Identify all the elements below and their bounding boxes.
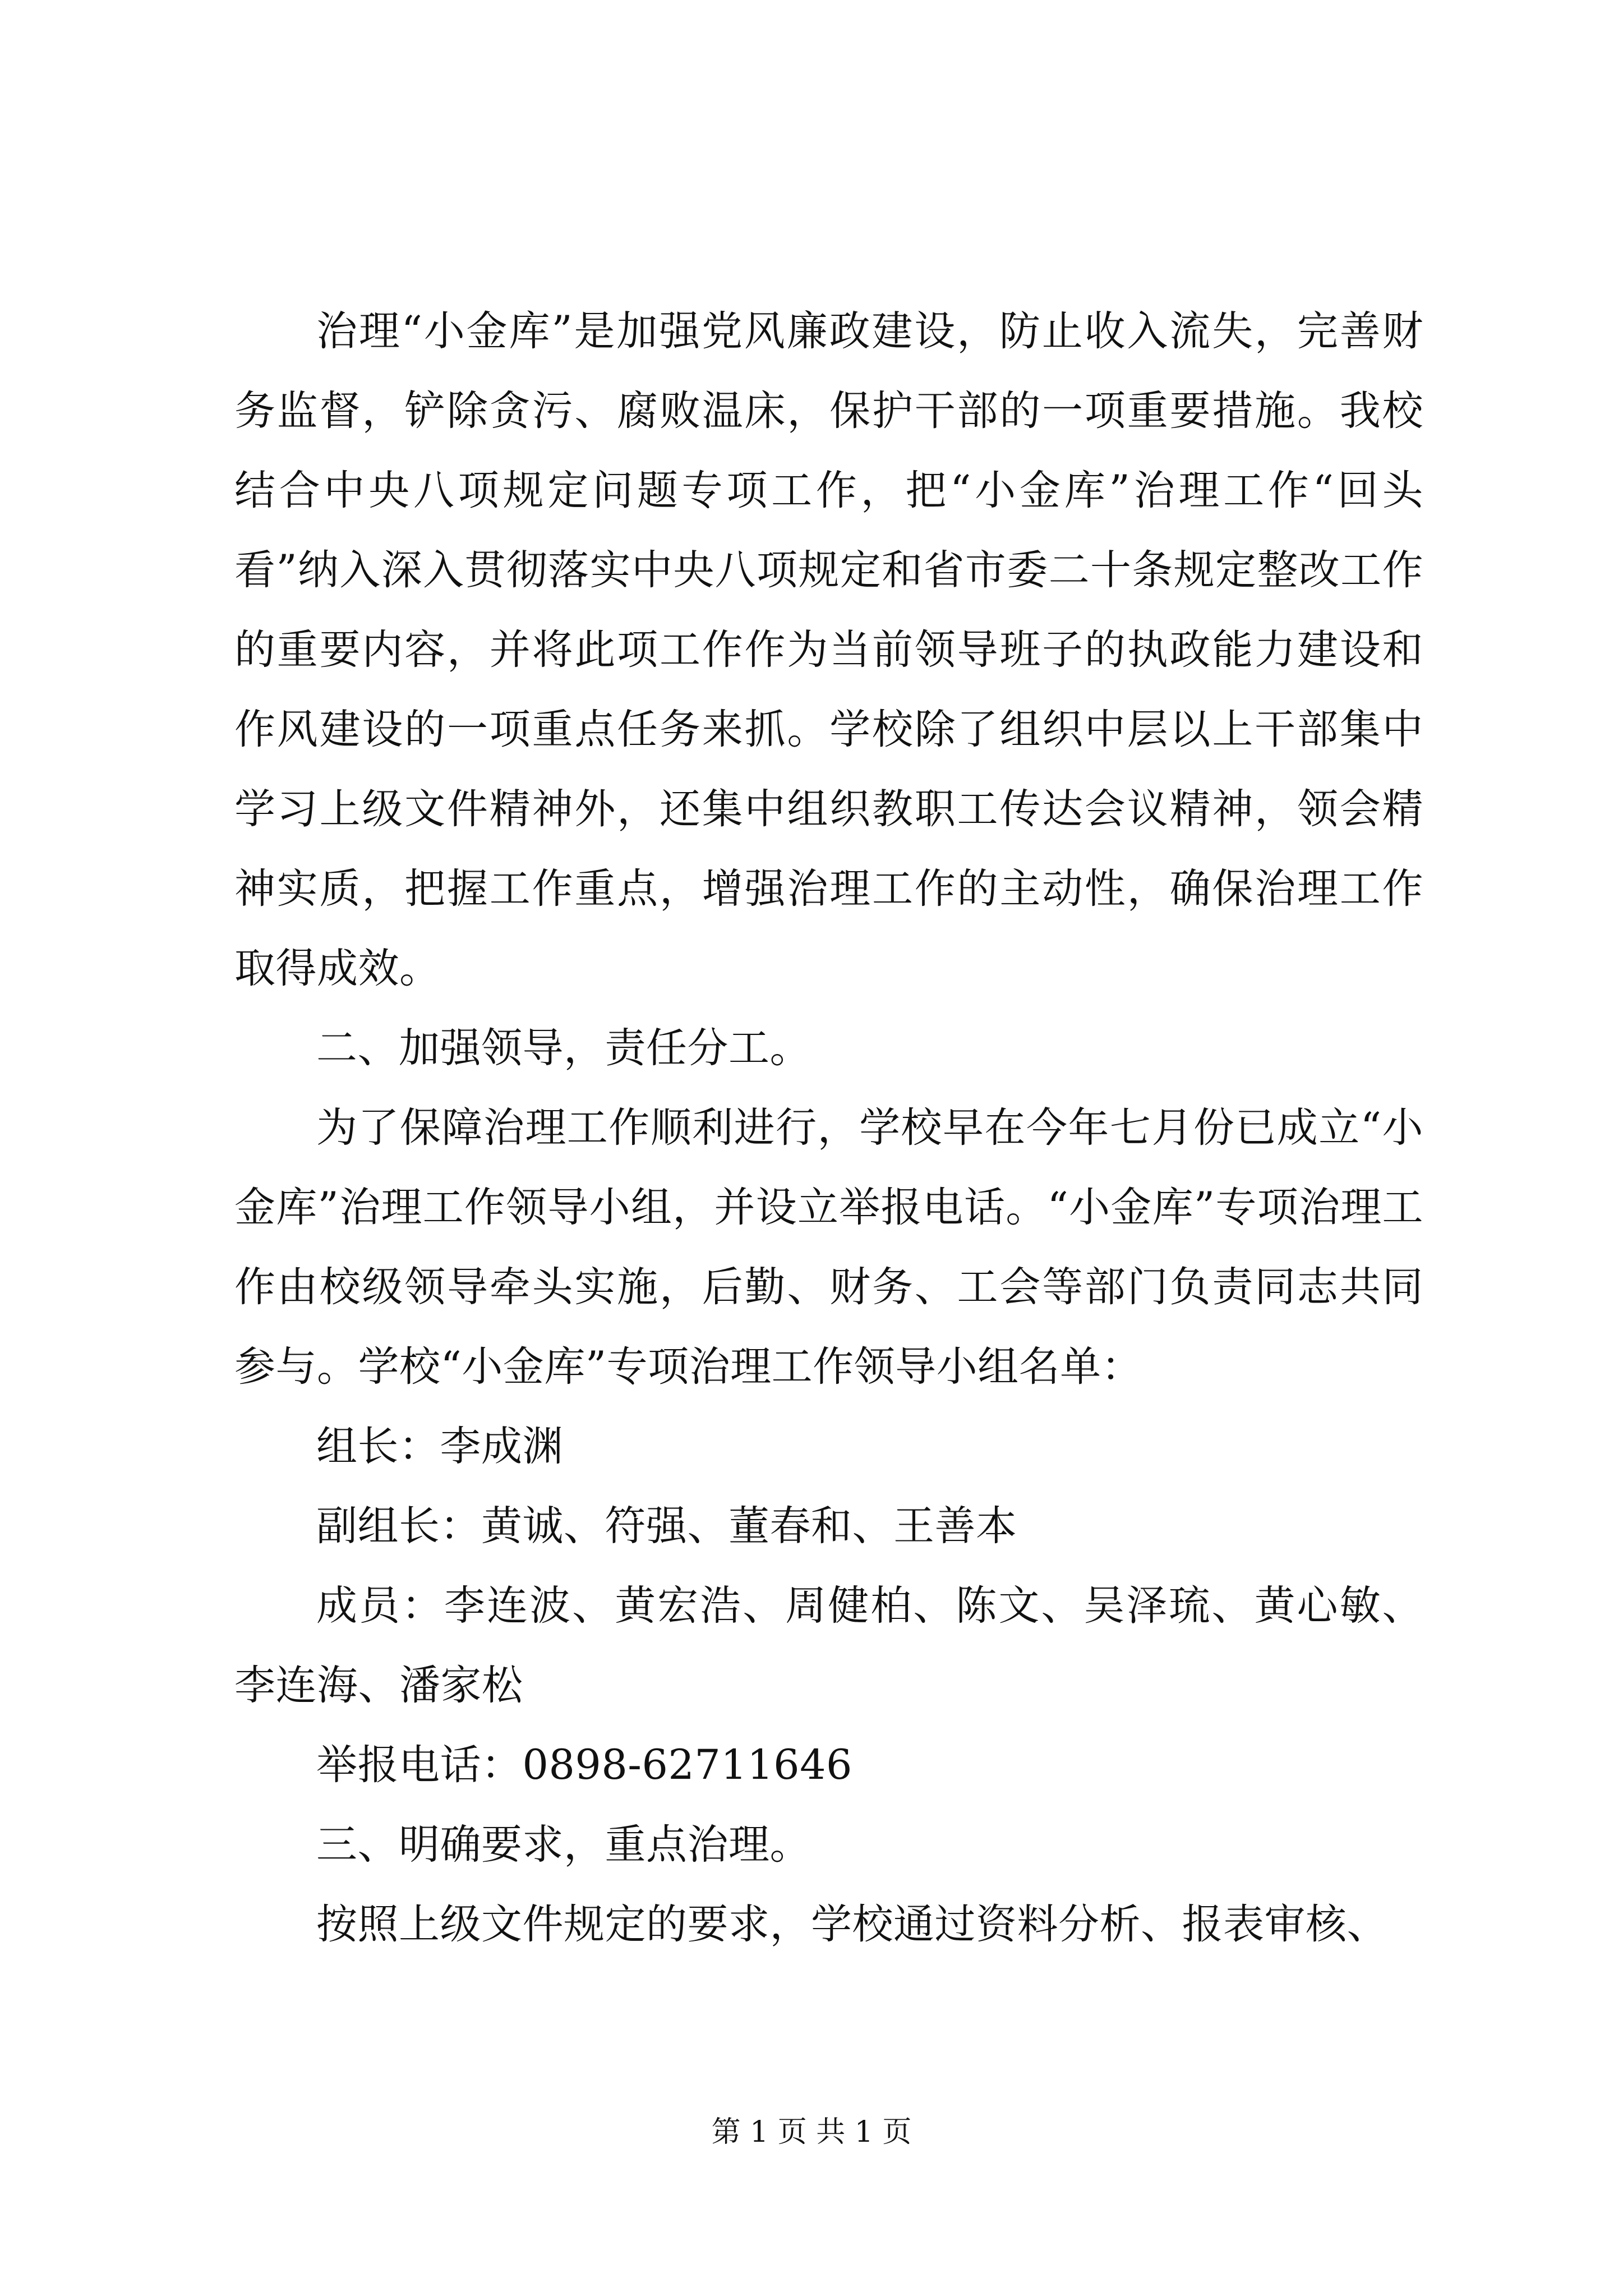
section-heading-3: 三、明确要求，重点治理。 [316,1821,811,1869]
paragraph-requirements: 按照上级文件规定的要求，学校通过资料分析、报表审核、 [316,1901,1388,1948]
paragraph-leadership: 为了保障治理工作顺利进行，学校早在今年七月份已成立“小金库”治理工作领导小组，并设立举报电话。“小金库”专项治理工作由校级领导牵头实施，后勤、财务、工会等部门负责同志共同参与。学校“小金库”专项治理工作领导小组名单： [234,1104,1423,1391]
page-number-footer: 第 1 页 共 1 页 [711,2115,912,2149]
deputy-leaders-line: 副组长：黄诚、符强、董春和、王善本 [316,1502,1017,1550]
paragraph-intro: 治理“小金库”是加强党风廉政建设，防止收入流失，完善财务监督，铲除贪污、腐败温床，保护干部的一项重要措施。我校结合中央八项规定问题专项工作，把“小金库”治理工作“回头看”纳入深入贯彻落实中央八项规定和省市委二十条规定整改工作的重要内容，并将此项工作作为当前领导班子的执政能力建设和作风建设的一项重点任务来抓。学校除了组织中层以上干部集中学习上级文件精神外，还集中组织教职工传达会议精神，领会精神实质，把握工作重点，增强治理工作的主动性，确保治理工作取得成效。 [234,307,1423,992]
section-heading-2: 二、加强领导，责任分工。 [316,1024,811,1072]
team-leader-line: 组长：李成渊 [316,1423,564,1470]
document-body [234,292,1423,1964]
members-line: 成员：李连波、黄宏浩、周健柏、陈文、吴泽琉、黄心敏、李连海、潘家松 [234,1582,1423,1709]
hotline-line: 举报电话：0898-62711646 [316,1741,853,1789]
